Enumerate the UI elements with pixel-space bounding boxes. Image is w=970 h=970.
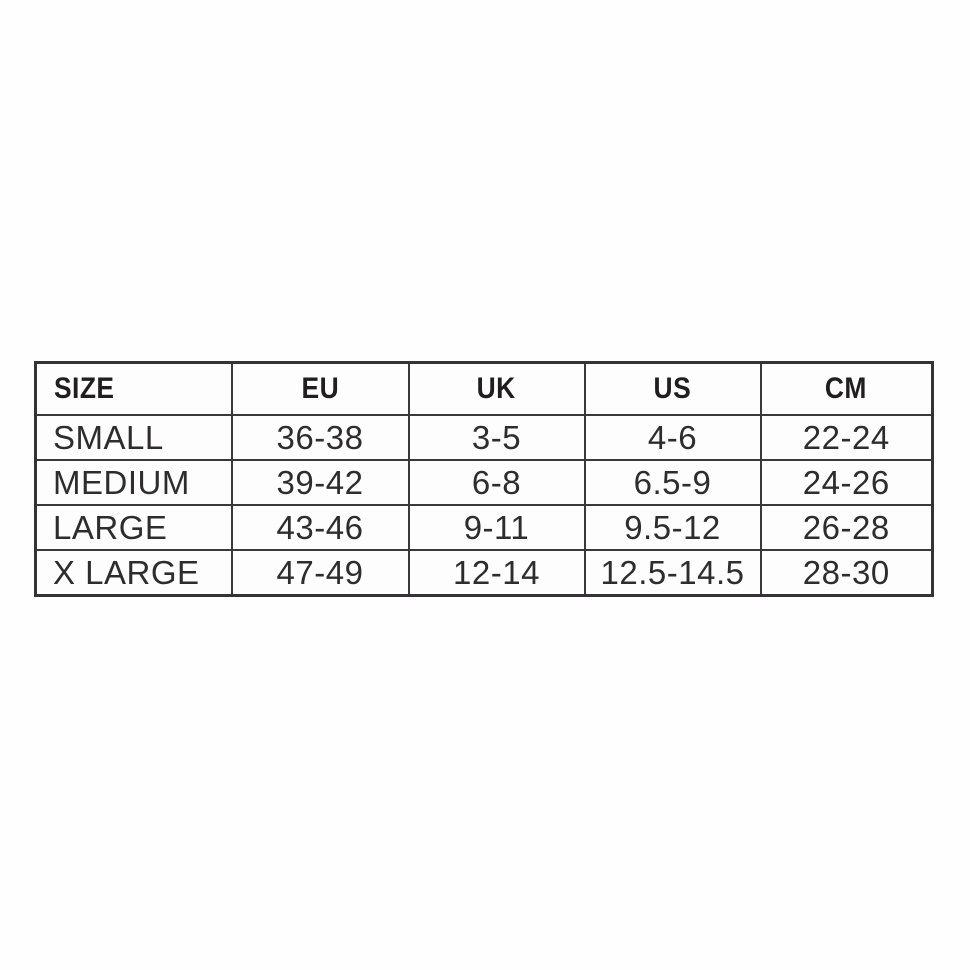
cell-size-label: MEDIUM — [36, 460, 232, 505]
column-header-us-label: US — [653, 372, 692, 405]
cell-us-value: 12.5-14.5 — [585, 550, 761, 596]
cell-eu-value: 39-42 — [232, 460, 409, 505]
column-header-size-label: SIZE — [54, 372, 115, 405]
column-header-uk-label: UK — [476, 372, 517, 405]
cell-cm-value: 28-30 — [761, 550, 933, 596]
cell-size-label: LARGE — [36, 505, 232, 550]
column-header-cm — [761, 363, 933, 416]
cell-uk-value: 6-8 — [409, 460, 585, 505]
table-row-small — [36, 415, 933, 460]
cell-eu-value: 43-46 — [232, 505, 409, 550]
cell-uk-value: 3-5 — [409, 415, 585, 460]
column-header-eu — [232, 363, 409, 416]
cell-size-label: X LARGE — [36, 550, 232, 596]
column-header-us — [585, 363, 761, 416]
cell-us-value: 4-6 — [585, 415, 761, 460]
header-row — [36, 363, 933, 416]
column-header-eu-label: EU — [301, 372, 339, 405]
table-row-xlarge — [36, 550, 933, 596]
cell-us-value: 9.5-12 — [585, 505, 761, 550]
table-row-large — [36, 505, 933, 550]
cell-eu-value: 47-49 — [232, 550, 409, 596]
table-row-medium — [36, 460, 933, 505]
cell-cm-value: 26-28 — [761, 505, 933, 550]
cell-cm-value: 24-26 — [761, 460, 933, 505]
column-header-uk — [409, 363, 585, 416]
cell-size-label: SMALL — [36, 415, 232, 460]
cell-uk-value: 9-11 — [409, 505, 585, 550]
cell-cm-value: 22-24 — [761, 415, 933, 460]
size-chart-table — [34, 361, 934, 597]
cell-us-value: 6.5-9 — [585, 460, 761, 505]
cell-eu-value: 36-38 — [232, 415, 409, 460]
column-header-size — [36, 363, 232, 416]
cell-uk-value: 12-14 — [409, 550, 585, 596]
column-header-cm-label: CM — [825, 372, 868, 405]
